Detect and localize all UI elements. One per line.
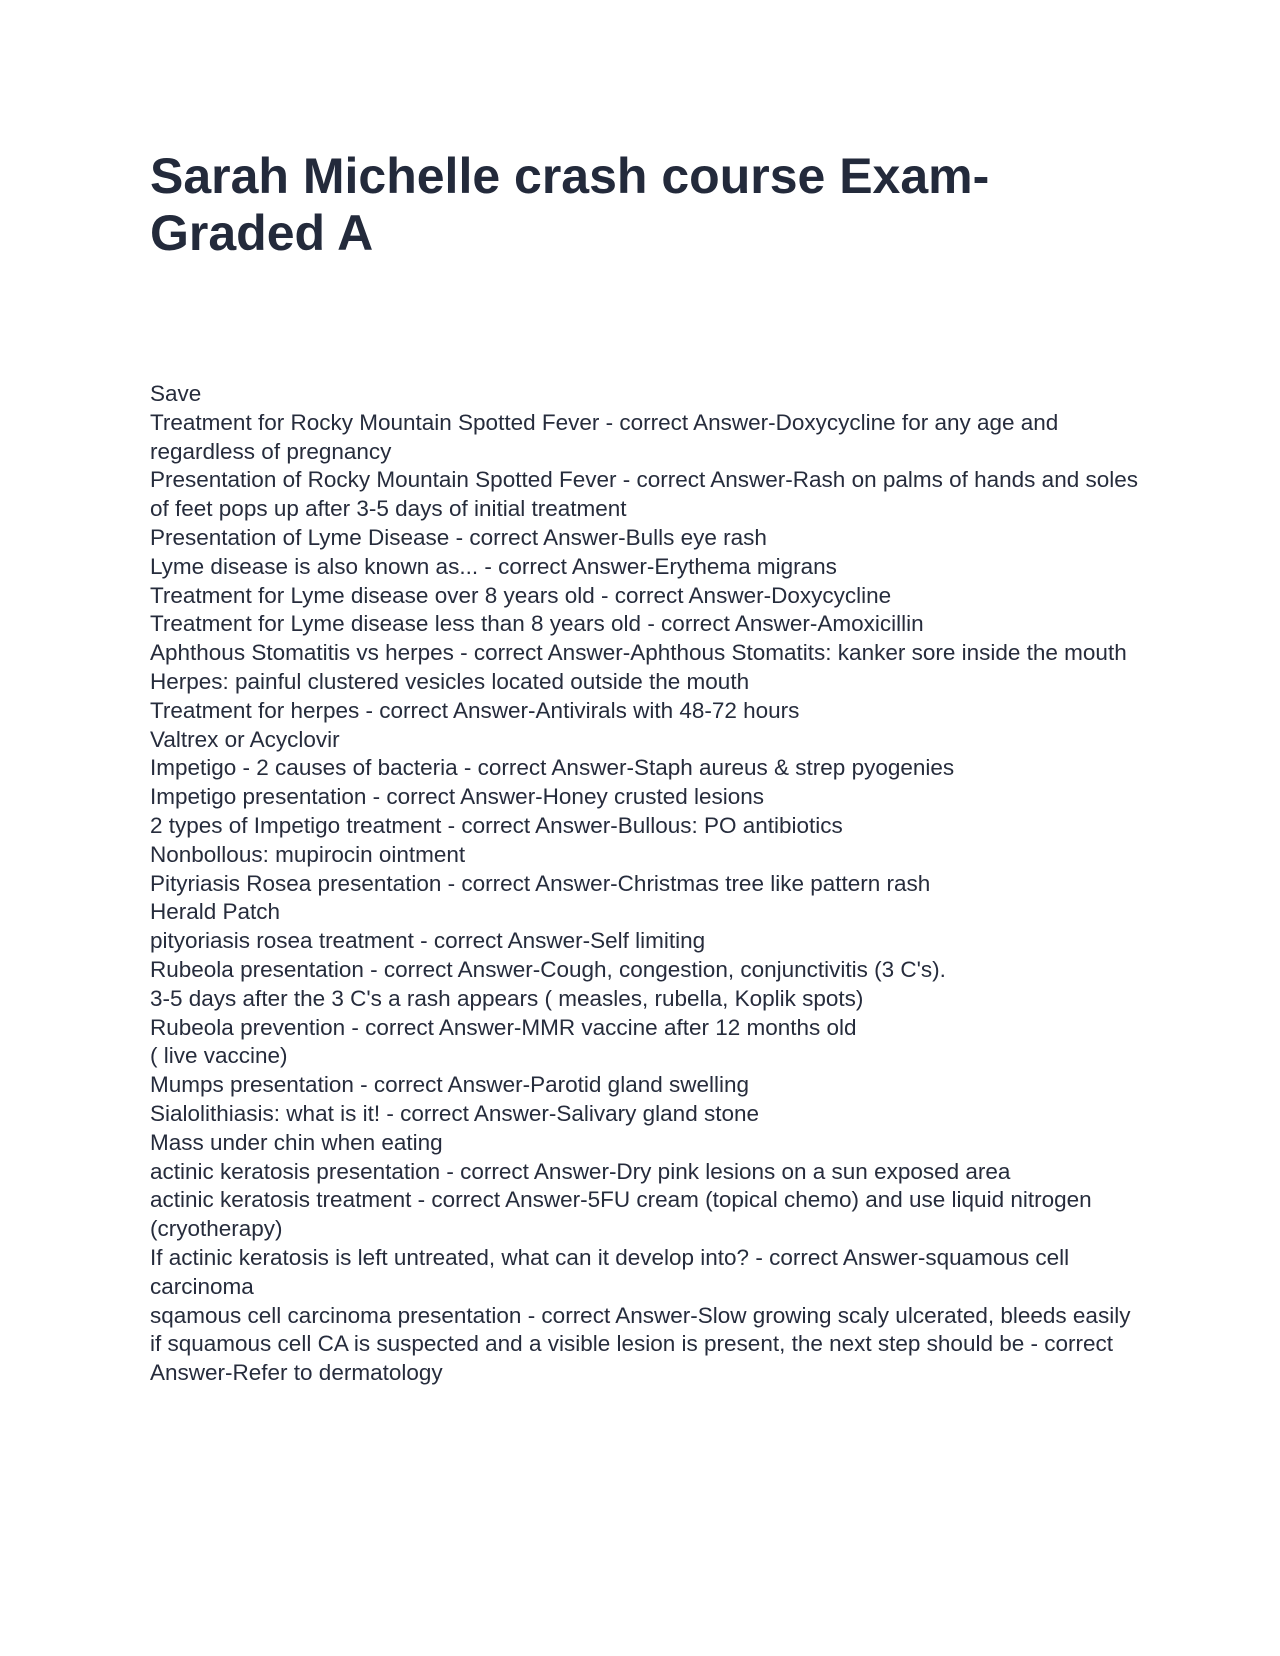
qa-line: actinic keratosis treatment - correct Answer-5FU cream (topical chemo) and use liquid nitrogen (cryotherapy) [150, 1187, 1098, 1242]
qa-line: Rubeola prevention - correct Answer-MMR vaccine after 12 months old [150, 1014, 857, 1040]
qa-line: 2 types of Impetigo treatment - correct Answer-Bullous: PO antibiotics [150, 812, 843, 838]
qa-line: Presentation of Lyme Disease - correct Answer-Bulls eye rash [150, 524, 767, 550]
qa-line: pityoriasis rosea treatment - correct Answer-Self limiting [150, 928, 706, 954]
document-title: Sarah Michelle crash course Exam- Graded A [150, 148, 990, 261]
qa-line: sqamous cell carcinoma presentation - correct Answer-Slow growing scaly ulcerated, bleeds easily [150, 1302, 1131, 1328]
qa-line: Mass under chin when eating [150, 1129, 443, 1155]
qa-line: Sialolithiasis: what is it! - correct Answer-Salivary gland stone [150, 1100, 759, 1126]
qa-line: Herpes: painful clustered vesicles located outside the mouth [150, 668, 750, 694]
qa-line: Treatment for herpes - correct Answer-Antivirals with 48-72 hours [150, 697, 800, 723]
document-body [150, 380, 1150, 1388]
qa-line: Treatment for Lyme disease over 8 years old - correct Answer-Doxycycline [150, 582, 892, 608]
qa-line: If actinic keratosis is left untreated, what can it develop into? - correct Answer-squamous cell carcinoma [150, 1244, 1076, 1299]
qa-line: Mumps presentation - correct Answer-Parotid gland swelling [150, 1072, 750, 1098]
qa-line: if squamous cell CA is suspected and a visible lesion is present, the next step should be - correct Answer-Refer to dermatology [150, 1331, 1119, 1386]
qa-line: Pityriasis Rosea presentation - correct Answer-Christmas tree like pattern rash [150, 870, 931, 896]
qa-line: Nonbollous: mupirocin ointment [150, 841, 466, 867]
qa-line: actinic keratosis presentation - correct Answer-Dry pink lesions on a sun exposed area [150, 1158, 1011, 1184]
qa-line: Impetigo - 2 causes of bacteria - correct Answer-Staph aureus & strep pyogenies [150, 755, 955, 781]
qa-line: Aphthous Stomatitis vs herpes - correct Answer-Aphthous Stomatits: kanker sore inside the mouth [150, 640, 1127, 666]
qa-line: 3-5 days after the 3 C's a rash appears ( measles, rubella, Koplik spots) [150, 985, 864, 1011]
qa-line: Valtrex or Acyclovir [150, 726, 340, 752]
qa-line: Herald Patch [150, 899, 281, 925]
qa-line: Presentation of Rocky Mountain Spotted Fever - correct Answer-Rash on palms of hands and soles of feet pops up after 3-5 days of initial treatment [150, 467, 1145, 522]
qa-line: Impetigo presentation - correct Answer-Honey crusted lesions [150, 784, 765, 810]
qa-line: ( live vaccine) [150, 1043, 288, 1069]
qa-line: Lyme disease is also known as... - correct Answer-Erythema migrans [150, 553, 837, 579]
qa-line: Rubeola presentation - correct Answer-Cough, congestion, conjunctivitis (3 C's). [150, 956, 946, 982]
qa-line: Treatment for Lyme disease less than 8 years old - correct Answer-Amoxicillin [150, 611, 924, 637]
save-label: Save [150, 381, 202, 406]
qa-line: Treatment for Rocky Mountain Spotted Fever - correct Answer-Doxycycline for any age and regardless of pregnancy [150, 409, 1065, 464]
